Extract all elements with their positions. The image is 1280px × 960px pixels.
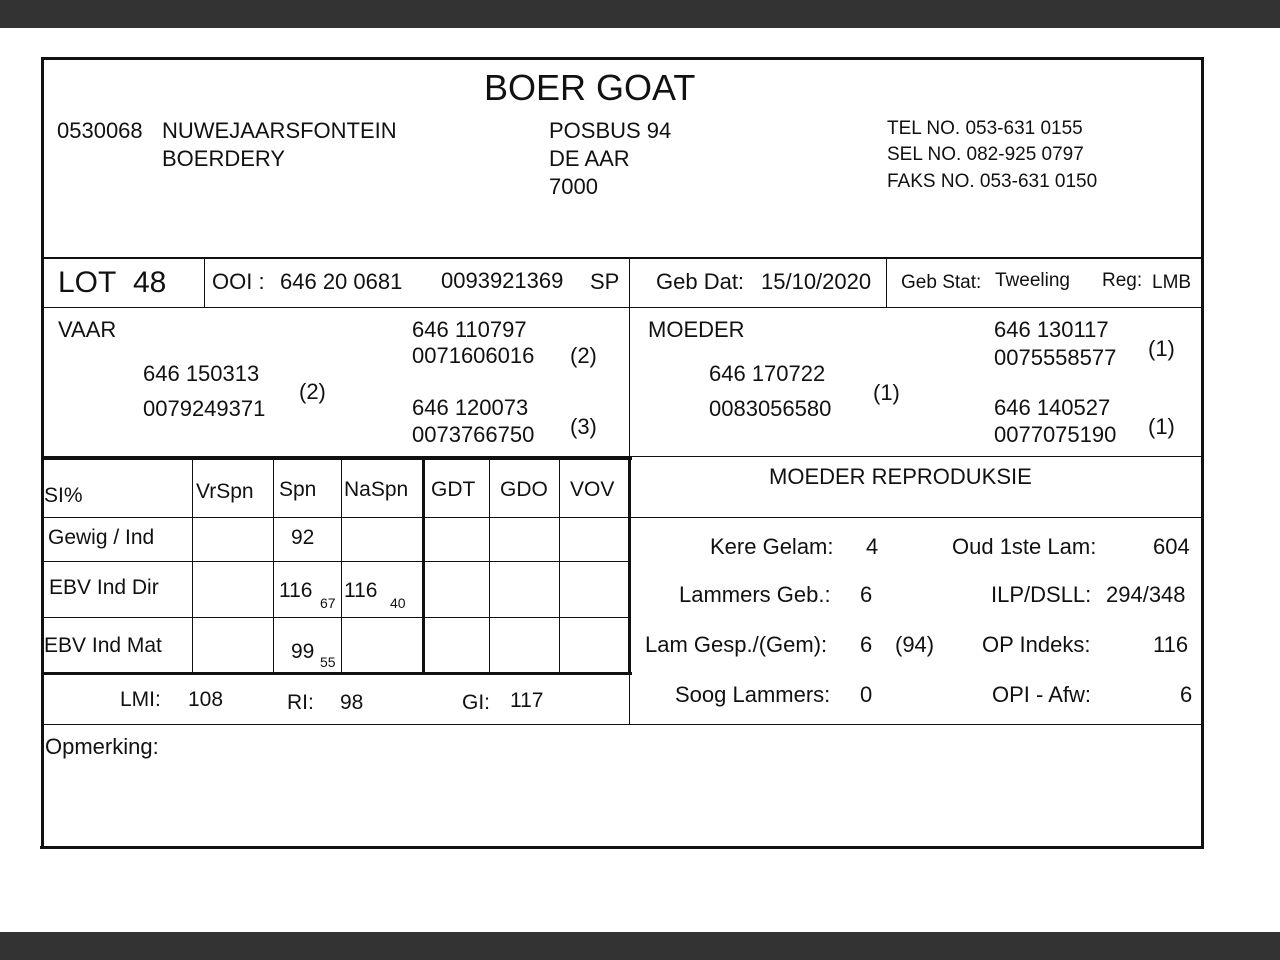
dam-id: 646 170722 bbox=[709, 361, 826, 386]
si-header-vov: VOV bbox=[570, 478, 615, 501]
si-header-gdo: GDO bbox=[500, 478, 548, 501]
ebv-dir-spn-value: 116 bbox=[279, 579, 313, 602]
page-title: BOER GOAT bbox=[484, 67, 696, 108]
sel-number: SEL NO. 082-925 0797 bbox=[887, 144, 1084, 165]
si-table-line-3 bbox=[42, 617, 630, 618]
lam-gesp-gem: (94) bbox=[895, 632, 935, 657]
soog-lammers-value: 0 bbox=[860, 682, 873, 707]
ebv-mat-spn-accuracy: 55 bbox=[320, 654, 336, 670]
si-table-top bbox=[42, 457, 632, 460]
op-indeks-value: 116 bbox=[1153, 632, 1189, 657]
ooi-type: SP bbox=[590, 269, 620, 294]
oud-value: 604 bbox=[1153, 534, 1190, 559]
vaar-label: VAAR bbox=[58, 317, 117, 342]
lot-label: LOT bbox=[58, 266, 117, 299]
row-label-ebv-mat: EBV Ind Mat bbox=[44, 634, 162, 657]
gewig-spn-value: 92 bbox=[291, 526, 315, 549]
ooi-id: 646 20 0681 bbox=[280, 269, 403, 294]
gi-label: GI: bbox=[462, 691, 491, 714]
grandsire-1-reg: 0071606016 bbox=[412, 343, 535, 368]
opi-afw-value: 6 bbox=[1180, 682, 1193, 707]
lammers-geb-value: 6 bbox=[860, 582, 873, 607]
frame-left bbox=[41, 57, 44, 849]
lammers-geb-label: Lammers Geb.: bbox=[679, 582, 831, 607]
granddam-1-id: 646 130117 bbox=[994, 317, 1109, 342]
divider-geb-stat bbox=[886, 258, 887, 308]
divider-repro-left bbox=[629, 675, 630, 725]
op-indeks-label: OP Indeks: bbox=[982, 632, 1091, 657]
reg-value: LMB bbox=[1152, 272, 1192, 293]
divider-lot-ooi bbox=[204, 258, 205, 308]
kere-gelam-label: Kere Gelam: bbox=[710, 534, 834, 559]
sire-reg: 0079249371 bbox=[143, 396, 266, 421]
moeder-label: MOEDER bbox=[648, 317, 745, 342]
grandsire-2-count: (3) bbox=[570, 414, 597, 439]
reproduction-title: MOEDER REPRODUKSIE bbox=[769, 464, 1032, 489]
divider-repro-title bbox=[631, 517, 1203, 518]
opi-afw-label: OPI - Afw: bbox=[992, 682, 1092, 707]
si-header-si: SI% bbox=[44, 484, 83, 507]
si-header-vrspn: VrSpn bbox=[196, 480, 254, 503]
si-col-1 bbox=[192, 459, 193, 674]
si-table-bottom bbox=[42, 672, 632, 675]
granddam-1-count: (1) bbox=[1148, 336, 1175, 361]
row-label-ebv-dir: EBV Ind Dir bbox=[49, 576, 159, 599]
si-col-2 bbox=[273, 459, 274, 674]
granddam-2-count: (1) bbox=[1148, 414, 1175, 439]
ilp-value: 294/348 bbox=[1106, 582, 1186, 607]
si-header-spn: Spn bbox=[279, 478, 317, 501]
oud-label: Oud 1ste Lam: bbox=[952, 534, 1097, 559]
divider-header bbox=[42, 257, 1203, 259]
geb-stat-value: Tweeling bbox=[995, 270, 1070, 291]
owner-name-line1: NUWEJAARSFONTEIN bbox=[162, 118, 397, 143]
lam-gesp-value: 6 bbox=[860, 632, 873, 657]
grandsire-2-id: 646 120073 bbox=[412, 395, 529, 420]
grandsire-2-reg: 0073766750 bbox=[412, 422, 535, 447]
faks-number: FAKS NO. 053-631 0150 bbox=[887, 171, 1098, 192]
lam-gesp-label: Lam Gesp./(Gem): bbox=[645, 632, 828, 657]
granddam-2-reg: 0077075190 bbox=[994, 422, 1117, 447]
dam-reg: 0083056580 bbox=[709, 396, 832, 421]
si-col-6 bbox=[559, 459, 560, 674]
kere-gelam-value: 4 bbox=[866, 534, 879, 559]
ri-value: 98 bbox=[340, 691, 364, 714]
granddam-2-id: 646 140527 bbox=[994, 395, 1111, 420]
address-line-2: DE AAR bbox=[549, 146, 630, 171]
grandsire-1-count: (2) bbox=[570, 343, 597, 368]
lot-number: 48 bbox=[133, 266, 167, 299]
address-line-3: 7000 bbox=[549, 174, 598, 199]
divider-pedigree-middle bbox=[629, 308, 630, 457]
si-col-3 bbox=[341, 459, 342, 674]
sire-count: (2) bbox=[299, 379, 326, 404]
owner-name-line2: BOERDERY bbox=[162, 146, 286, 171]
grandsire-1-id: 646 110797 bbox=[412, 317, 527, 342]
geb-dat-value: 15/10/2020 bbox=[761, 269, 872, 294]
divider-lot-row bbox=[42, 307, 1203, 308]
address-line-1: POSBUS 94 bbox=[549, 118, 672, 143]
ooi-reg: 0093921369 bbox=[441, 268, 564, 293]
ebv-dir-spn-accuracy: 67 bbox=[320, 595, 336, 611]
owner-code: 0530068 bbox=[57, 118, 143, 143]
sire-id: 646 150313 bbox=[143, 361, 260, 386]
reg-label: Reg: bbox=[1102, 270, 1143, 291]
divider-ooi-geb bbox=[629, 258, 630, 308]
frame-right bbox=[1201, 57, 1204, 849]
si-header-naspn: NaSpn bbox=[344, 478, 409, 501]
ri-label: RI: bbox=[287, 691, 314, 714]
granddam-1-reg: 0075558577 bbox=[994, 345, 1117, 370]
si-table-line-1 bbox=[42, 517, 630, 518]
frame-top bbox=[42, 57, 1204, 60]
si-table-line-2 bbox=[42, 561, 630, 562]
row-label-gewig: Gewig / Ind bbox=[48, 526, 155, 549]
lmi-value: 108 bbox=[188, 688, 224, 711]
lmi-label: LMI: bbox=[120, 688, 161, 711]
dam-count: (1) bbox=[873, 380, 900, 405]
geb-stat-label: Geb Stat: bbox=[901, 272, 982, 293]
soog-lammers-label: Soog Lammers: bbox=[675, 682, 831, 707]
geb-dat-label: Geb Dat: bbox=[656, 269, 745, 294]
ebv-mat-spn-value: 99 bbox=[291, 640, 315, 663]
ooi-label: OOI : bbox=[212, 269, 265, 294]
ebv-dir-naspn-accuracy: 40 bbox=[390, 595, 406, 611]
tel-number: TEL NO. 053-631 0155 bbox=[887, 118, 1083, 139]
frame-bottom bbox=[40, 846, 1202, 849]
opmerking-label: Opmerking: bbox=[45, 734, 159, 759]
divider-remarks bbox=[42, 724, 1203, 725]
gi-value: 117 bbox=[510, 689, 544, 712]
ebv-dir-naspn-value: 116 bbox=[344, 579, 378, 602]
ilp-label: ILP/DSLL: bbox=[991, 582, 1092, 607]
si-col-4 bbox=[422, 459, 425, 674]
si-col-5 bbox=[489, 459, 490, 674]
si-header-gdt: GDT bbox=[431, 478, 476, 501]
si-col-7 bbox=[628, 457, 631, 675]
